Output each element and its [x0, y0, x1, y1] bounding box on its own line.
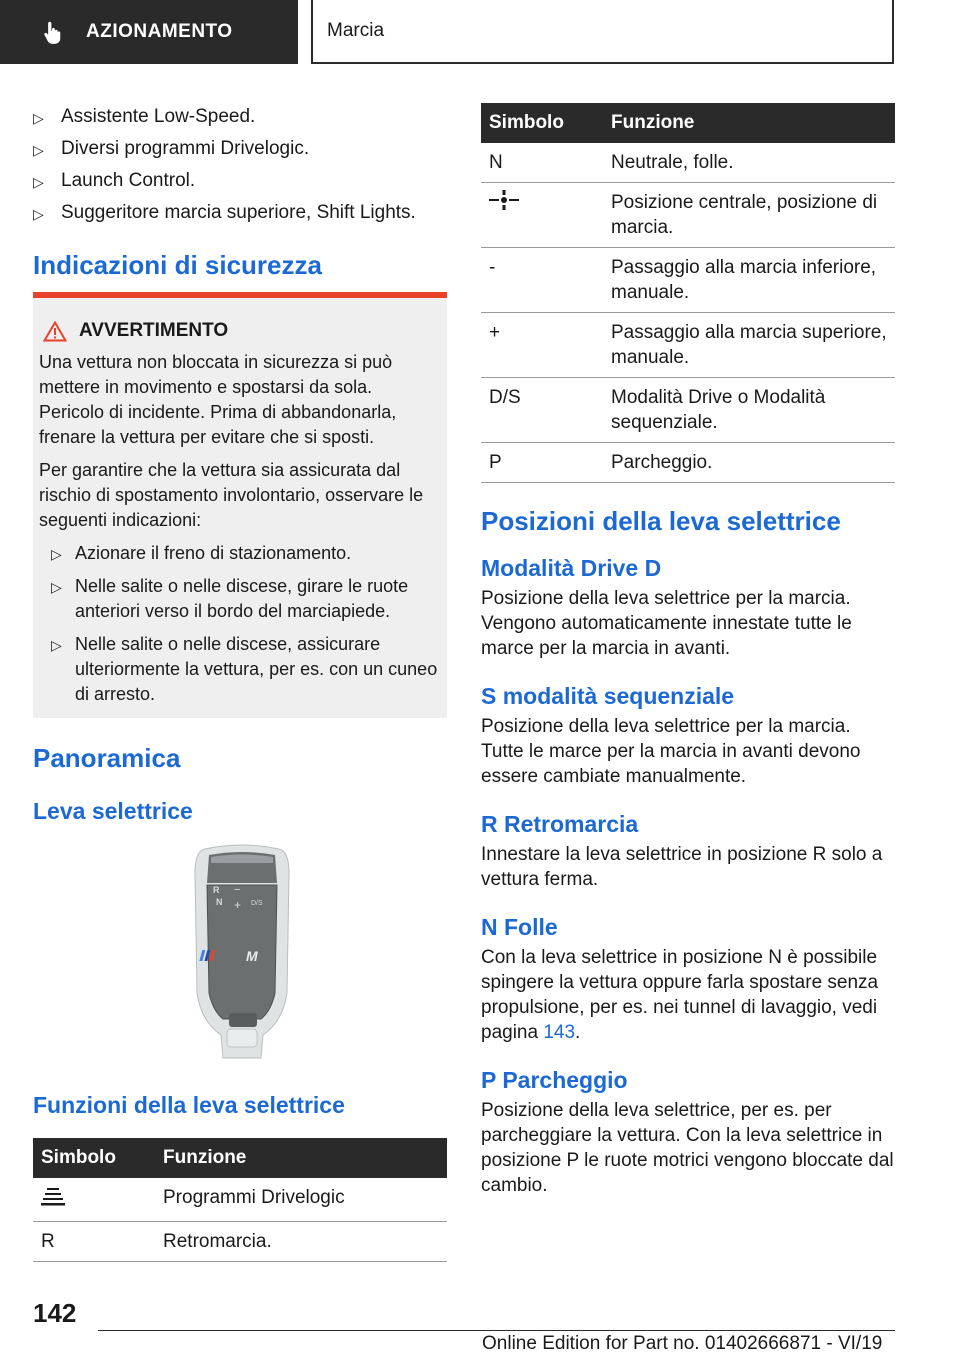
list-bullet-triangle-icon: ▷: [51, 579, 62, 595]
table-row: [33, 1178, 447, 1222]
center-position-icon: [489, 190, 519, 210]
position-title: S modalità sequenziale: [481, 683, 735, 709]
function-cell: Passaggio alla marcia inferiore, manuale.: [603, 248, 895, 313]
warning-triangle-icon: [43, 321, 67, 342]
symbol-cell: -: [481, 248, 603, 313]
table-row: [481, 313, 895, 378]
function-cell: Retromarcia.: [155, 1222, 447, 1262]
hand-pointer-icon: [40, 19, 66, 45]
list-item: ▷ Nelle salite o nelle discese, assicurare ulteriormente la vettura, per es. con un cuneo di arresto.: [51, 634, 438, 704]
gear-lever-illustration: [191, 843, 293, 1063]
section-tab: [0, 0, 298, 64]
warning-paragraph: Una vettura non bloccata in sicurezza si può mettere in movimento e spostarsi da sola. Pericolo di incidente. Prima di abbandonarla, frenare la vettura per evitare che si sposti.: [39, 352, 397, 447]
page-number: 142: [33, 1298, 77, 1328]
table-header-row: [481, 103, 895, 143]
functions-heading: Funzioni della leva selettrice: [33, 1092, 345, 1118]
lever-subheading: Leva selettrice: [33, 798, 193, 824]
list-bullet-triangle-icon: ▷: [51, 637, 62, 653]
function-cell: Programmi Drivelogic: [155, 1178, 447, 1222]
position-text: Posizione della leva selettrice per la marcia. Vengono automaticamente innestate tutte le marce per la marcia in avanti.: [481, 588, 852, 659]
intro-list-container: [33, 104, 447, 232]
warning-paragraph: Per garantire che la vettura sia assicurata dal rischio di spostamento involontario, osservare le seguenti indicazioni:: [39, 460, 424, 530]
list-bullet-triangle-icon: ▷: [33, 110, 44, 126]
lever-label-minus: −: [234, 884, 241, 896]
table-header-row: [33, 1138, 447, 1178]
symbol-cell: R: [33, 1222, 155, 1262]
list-bullet-triangle-icon: ▷: [33, 142, 44, 158]
positions-heading: Posizioni della leva selettrice: [481, 506, 841, 536]
position-title: N Folle: [481, 914, 558, 940]
symbol-cell: D/S: [481, 378, 603, 443]
lever-label-ds: D/S: [251, 900, 263, 907]
footer-edition: Online Edition for Part no. 01402666871 - VI/19: [482, 1333, 883, 1354]
position-title: Modalità Drive D: [481, 555, 662, 581]
table-row: [481, 143, 895, 183]
lever-label-r: R: [213, 885, 220, 895]
list-item: ▷ Launch Control.: [33, 168, 447, 194]
function-cell: Passaggio alla marcia superiore, manuale.: [603, 313, 895, 378]
positions-section: [481, 506, 895, 1198]
drivelogic-icon: [41, 1185, 65, 1207]
table-row: [481, 183, 895, 248]
footer-divider: [98, 1330, 895, 1331]
list-bullet-triangle-icon: ▷: [33, 206, 44, 222]
symbol-cell: [481, 183, 603, 248]
list-item: ▷ Diversi programmi Drivelogic.: [33, 136, 447, 162]
warning-title: AVVERTIMENTO: [39, 320, 441, 342]
intro-list: [33, 104, 447, 226]
list-item: ▷ Suggeritore marcia superiore, Shift Lights.: [33, 200, 447, 226]
position-title: P Parcheggio: [481, 1067, 628, 1093]
column-header-function: Funzione: [603, 103, 895, 143]
m-logo: M: [246, 948, 258, 964]
functions-table: [33, 1138, 447, 1262]
column-header-symbol: Simbolo: [33, 1138, 155, 1178]
function-cell: Modalità Drive o Modalità sequenziale.: [603, 378, 895, 443]
position-text: Posizione della leva selettrice per la marcia. Tutte le marce per la marcia in avanti devono essere cambiate manualmente.: [481, 716, 861, 787]
table-row: [481, 378, 895, 443]
table-row: [481, 248, 895, 313]
symbol-cell: +: [481, 313, 603, 378]
warning-list: [39, 541, 441, 707]
column-header-function: Funzione: [155, 1138, 447, 1178]
warning-box: [33, 292, 447, 718]
list-bullet-triangle-icon: ▷: [51, 546, 62, 562]
list-item: ▷ Assistente Low-Speed.: [33, 104, 447, 130]
chapter-box: [311, 0, 894, 64]
list-item: ▷ Nelle salite o nelle discese, girare le ruote anteriori verso il bordo del marciapiede.: [51, 576, 409, 621]
symbol-cell: N: [481, 143, 603, 183]
overview-heading: Panoramica: [33, 743, 181, 773]
function-cell: Parcheggio.: [603, 443, 895, 483]
section-title: AZIONAMENTO: [86, 21, 233, 42]
list-item: ▷ Azionare il freno di stazionamento.: [39, 541, 441, 566]
lever-label-plus: +: [234, 898, 242, 912]
table-row: [33, 1222, 447, 1262]
chapter-title: Marcia: [327, 20, 385, 41]
table-row: [481, 443, 895, 483]
symbols-table: [481, 103, 895, 483]
function-cell: Posizione centrale, posizione di marcia.: [603, 183, 895, 248]
symbol-cell: P: [481, 443, 603, 483]
safety-heading: Indicazioni di sicurezza: [33, 250, 322, 280]
function-cell: Neutrale, folle.: [603, 143, 895, 183]
position-text: Innestare la leva selettrice in posizione R solo a vettura ferma.: [481, 844, 883, 890]
column-header-symbol: Simbolo: [481, 103, 603, 143]
position-title: R Retromarcia: [481, 811, 639, 837]
functions-table-container: [33, 1138, 447, 1262]
list-bullet-triangle-icon: ▷: [33, 174, 44, 190]
position-text: Posizione della leva selettrice, per es. per parcheggiare la vettura. Con la leva selettrice in posizione P le ruote motrici vengono bloccate dal cambio.: [481, 1100, 894, 1196]
lever-label-n: N: [216, 897, 223, 907]
position-text: Con la leva selettrice in posizione N è possibile spingere la vettura oppure farla spostare senza propulsione, per es. nei tunnel di lavaggio, vedi pagina 143.: [481, 947, 879, 1043]
symbol-cell: [33, 1178, 155, 1222]
page-link[interactable]: 143: [543, 1022, 576, 1043]
symbols-table-container: [481, 103, 895, 483]
